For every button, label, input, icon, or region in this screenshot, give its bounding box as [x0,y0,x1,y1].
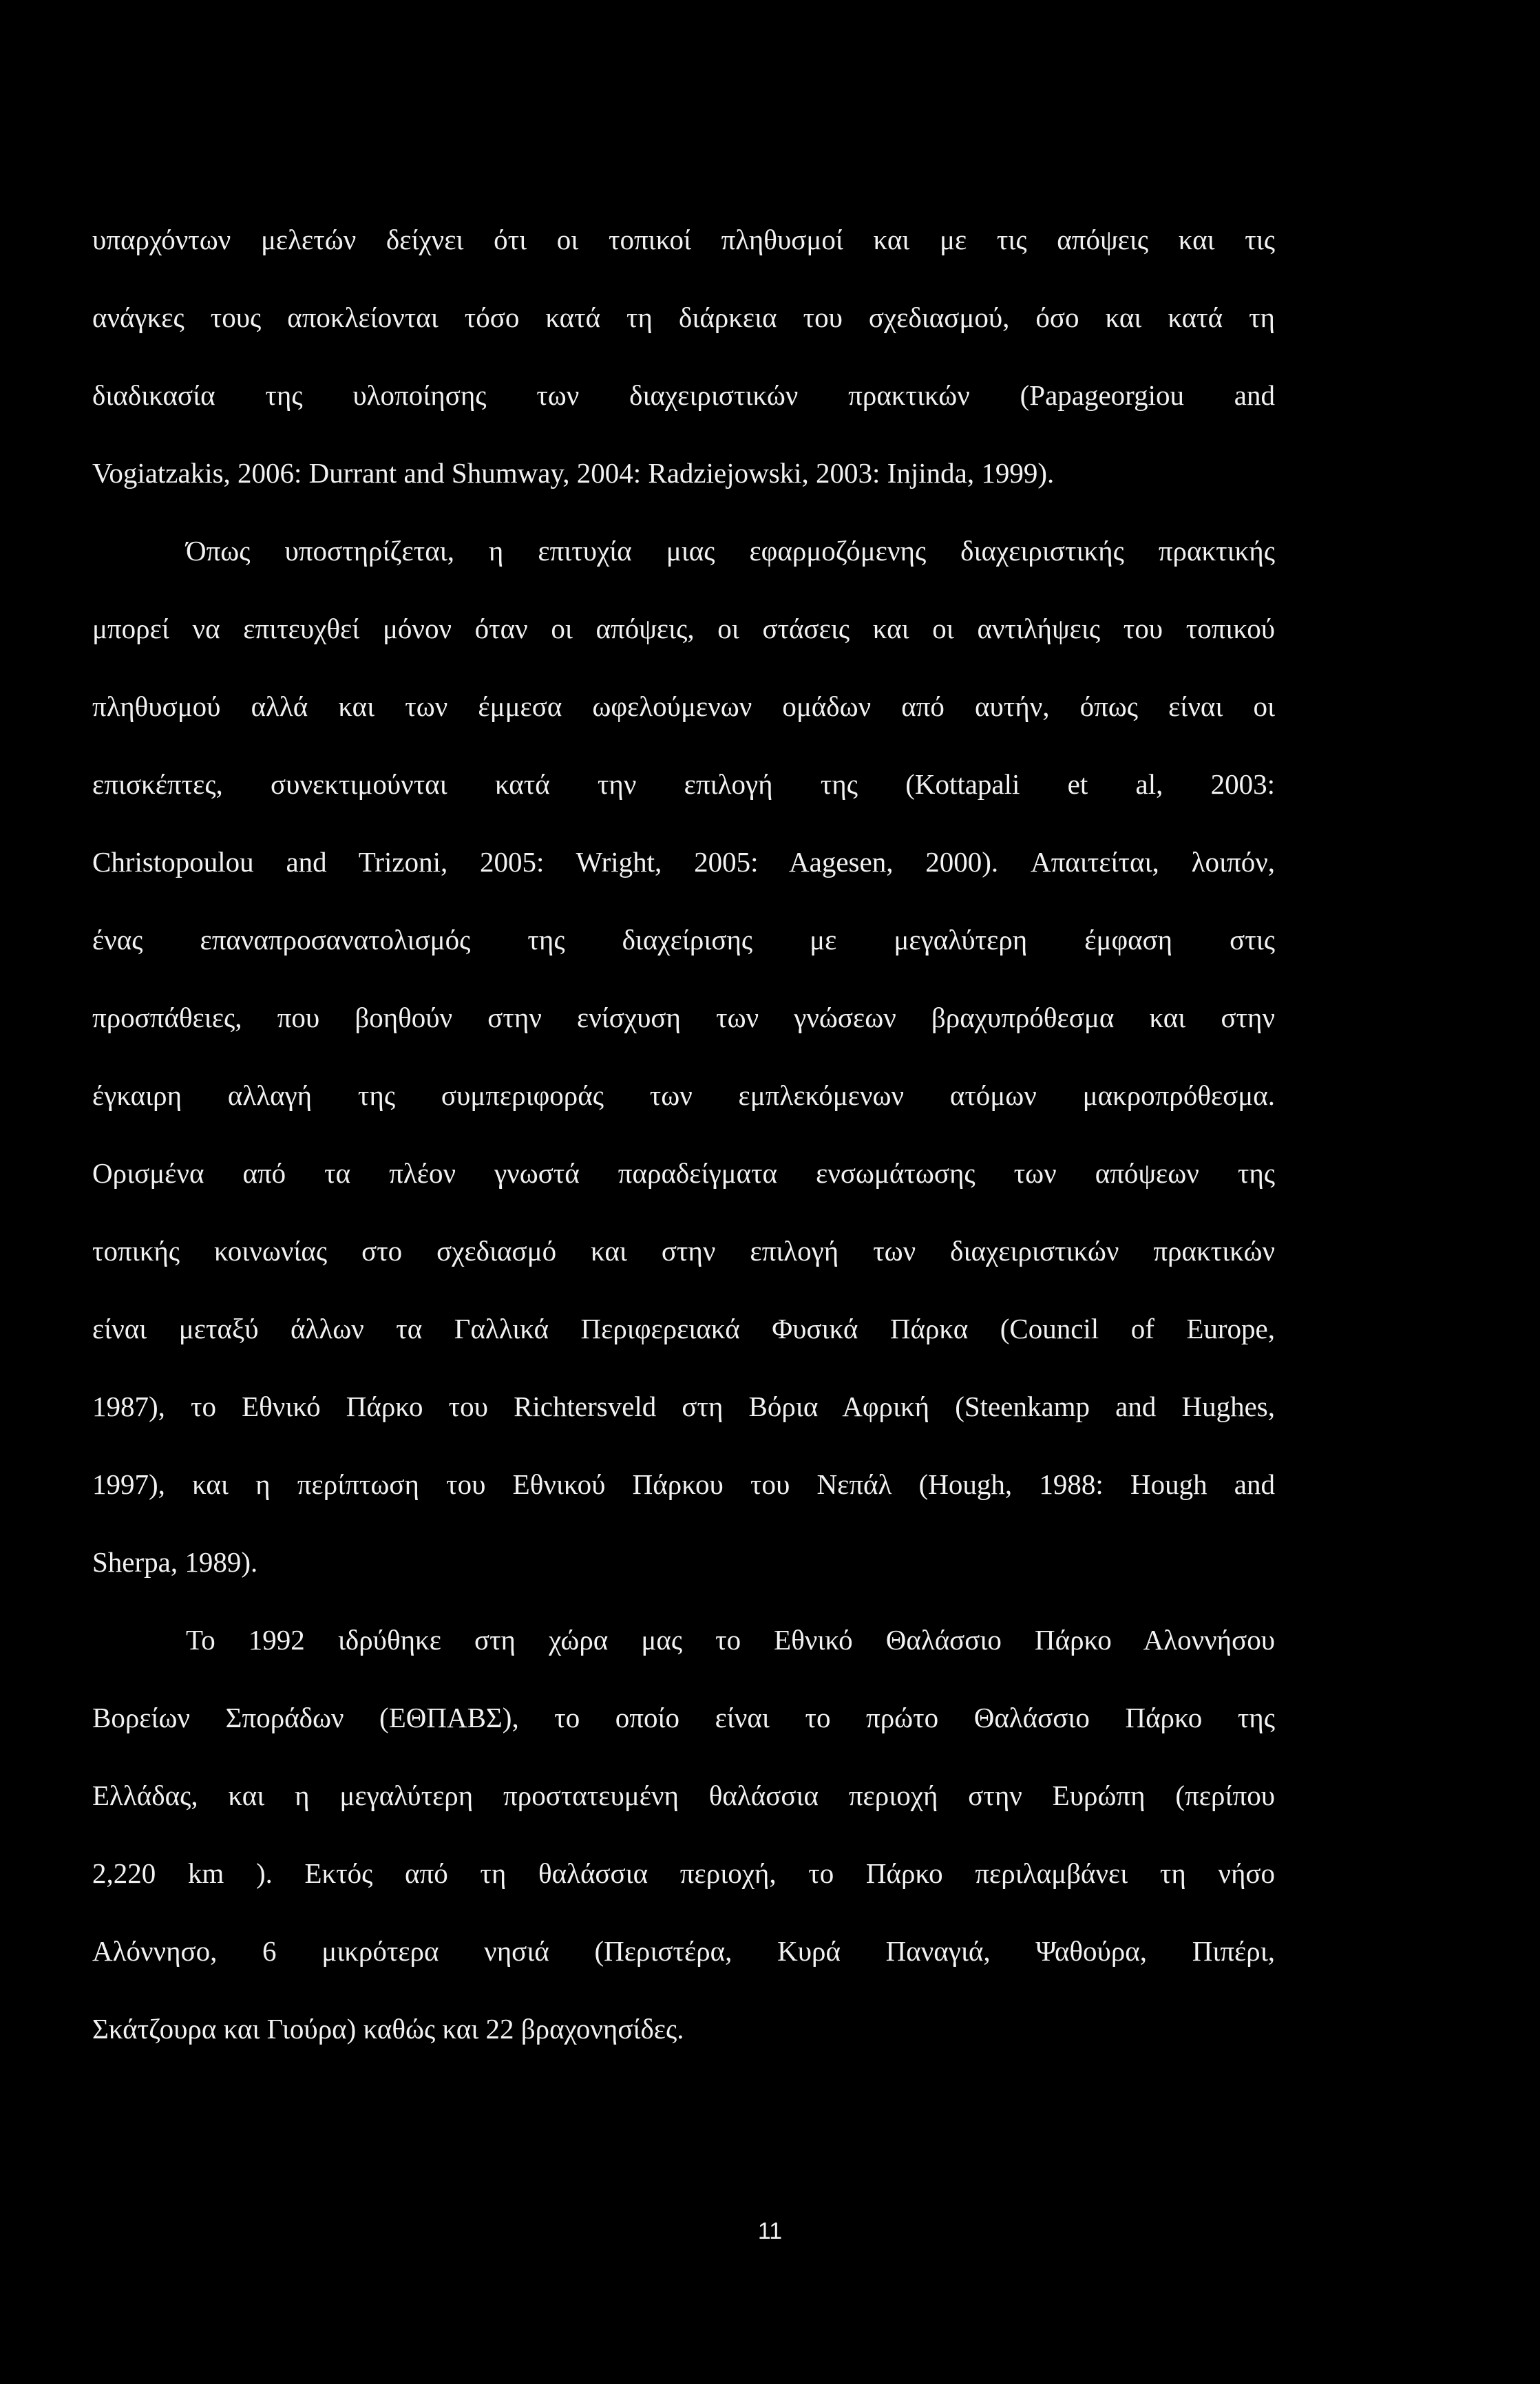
text-line: 1987), το Εθνικό Πάρκο του Richtersveld στη Βόρια Αφρική (Steenkamp and Hughes, [92,1391,1275,1422]
text-line: Vogiatzakis, 2006: Durrant and Shumway, 2004: Radziejowski, 2003: Injinda, 1999). [92,457,1055,489]
text-line: έγκαιρη αλλαγή της συμπεριφοράς των εμπλεκόμενων ατόμων μακροπρόθεσμα. [92,1079,1275,1111]
text-line: Ελλάδας, και η μεγαλύτερη προστατευμένη θαλάσσια περιοχή στην Ευρώπη (περίπου [92,1780,1275,1811]
text-line: Sherpa, 1989). [92,1546,258,1578]
text-line: 1997), και η περίπτωση του Εθνικού Πάρκου του Νεπάλ (Hough, 1988: Hough and [92,1468,1275,1500]
text-line: διαδικασία της υλοποίησης των διαχειριστικών πρακτικών (Papageorgiou and [92,379,1275,411]
text-line: Christopoulou and Trizoni, 2005: Wright, 2005: Aagesen, 2000). Απαιτείται, λοιπόν, [92,846,1275,878]
page-number: 11 [757,2218,783,2244]
text-line: επισκέπτες, συνεκτιμούνται κατά την επιλογή της (Kottapali et al, 2003: [92,768,1275,800]
text-line: ένας επαναπροσανατολισμός της διαχείρισης με μεγαλύτερη έμφαση στις [92,924,1275,956]
text-line: Βορείων Σποράδων (ΕΘΠΑΒΣ), το οποίο είναι το πρώτο Θαλάσσιο Πάρκο της [92,1702,1275,1733]
text-line: Αλόννησο, 6 μικρότερα νησιά (Περιστέρα, Κυρά Παναγιά, Ψαθούρα, Πιπέρι, [92,1935,1275,1967]
text-line: Σκάτζουρα και Γιούρα) καθώς και 22 βραχονησίδες. [92,2013,684,2045]
text-line: Όπως υποστηρίζεται, η επιτυχία μιας εφαρμοζόμενης διαχειριστικής πρακτικής [186,535,1275,567]
text-line: ανάγκες τους αποκλείονται τόσο κατά τη διάρκεια του σχεδιασμού, όσο και κατά τη [92,302,1275,333]
text-line: υπαρχόντων μελετών δείχνει ότι οι τοπικοί πληθυσμοί και με τις απόψεις και τις [92,224,1275,255]
text-line: Ορισμένα από τα πλέον γνωστά παραδείγματα ενσωμάτωσης των απόψεων της [92,1157,1275,1189]
text-line: τοπικής κοινωνίας στο σχεδιασμό και στην επιλογή των διαχειριστικών πρακτικών [92,1235,1275,1267]
text-line: Το 1992 ιδρύθηκε στη χώρα μας το Εθνικό Θαλάσσιο Πάρκο Αλοννήσου [186,1624,1275,1656]
text-line: 2,220 km ). Εκτός από τη θαλάσσια περιοχή, το Πάρκο περιλαμβάνει τη νήσο [92,1857,1275,1889]
text-line: πληθυσμού αλλά και των έμμεσα ωφελούμενων ομάδων από αυτήν, όπως είναι οι [92,690,1275,722]
text-line: είναι μεταξύ άλλων τα Γαλλικά Περιφερειακά Φυσικά Πάρκα (Council of Europe, [92,1313,1275,1344]
text-line: προσπάθειες, που βοηθούν στην ενίσχυση των γνώσεων βραχυπρόθεσμα και στην [92,1002,1275,1033]
text-line: μπορεί να επιτευχθεί μόνον όταν οι απόψεις, οι στάσεις και οι αντιλήψεις του τοπικού [92,613,1275,644]
